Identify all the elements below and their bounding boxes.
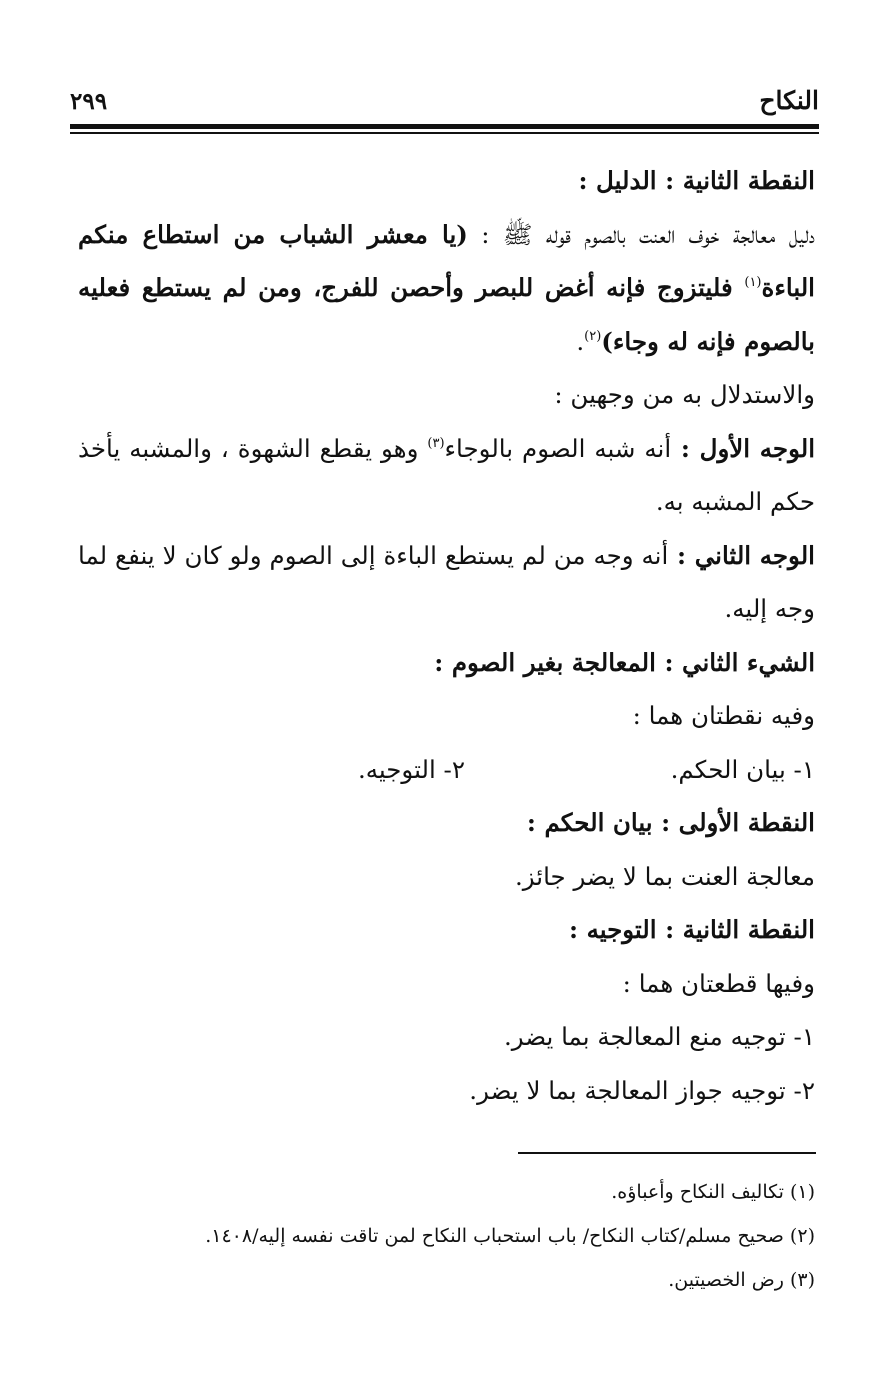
list-item: ١- توجيه منع المعالجة بما يضر. <box>503 1022 815 1051</box>
footnote-marker-2: (٢) <box>584 328 602 344</box>
aspect-2-label: الوجه الثاني : <box>668 540 815 570</box>
aspect-1-paragraph <box>78 422 815 529</box>
ruling-text: معالجة العنت بما لا يضر جائز. <box>514 861 815 891</box>
list-item: ٢- التوجيه. <box>357 754 465 784</box>
aspect-1-text-a: أنه شبه الصوم بالوجاء <box>444 433 672 463</box>
hadith-mid: فليتزوج فإنه أغض للبصر وأحصن للفرج، ومن لم يستطع فعليه بالصوم فإنه له وجاء) <box>78 273 815 356</box>
aspect-1-label: الوجه الأول : <box>671 433 815 463</box>
aspect-1-text-b: وهو يقطع الشهوة ، والمشبه يأخذ حكم المشبه به. <box>78 433 815 516</box>
aspect-2-text: أنه وجه من لم يستطع الباءة إلى الصوم ولو كان لا ينفع لما وجه إليه. <box>78 540 815 623</box>
heading-thing-2: الشيء الثاني : المعالجة بغير الصوم : <box>434 647 815 677</box>
footnote-3: (٣) رض الخصيتين. <box>668 1269 815 1291</box>
header-rule-thick <box>70 124 819 129</box>
footnote-marker-3: (٣) <box>427 435 445 451</box>
list-item: ١- بيان الحكم. <box>670 754 815 784</box>
chapter-title: النكاح <box>759 86 819 115</box>
point-list <box>78 743 815 797</box>
footnote-1: (١) تكاليف النكاح وأعباؤه. <box>611 1181 815 1203</box>
heading-proof: النقطة الثانية : الدليل : <box>578 166 815 195</box>
footnote-marker-1: (١) <box>744 275 762 290</box>
footnotes <box>78 1170 815 1302</box>
list-item: ٢- توجيه جواز المعالجة بما لا يضر. <box>469 1075 815 1105</box>
hadith-paragraph <box>78 208 815 369</box>
footnote-separator <box>518 1152 816 1154</box>
points-intro: وفيه نقطتان هما : <box>632 701 815 730</box>
heading-point-2: النقطة الثانية : التوجيه : <box>569 915 815 944</box>
aspect-2-paragraph <box>78 529 815 636</box>
page-header <box>70 86 819 126</box>
inference-line: والاستدلال به من وجهين : <box>554 380 815 409</box>
heading-point-1: النقطة الأولى : بيان الحكم : <box>526 808 815 837</box>
footnote-2: (٢) صحيح مسلم/كتاب النكاح/ باب استحباب النكاح لمن تاقت نفسه إليه/١٤٠٨. <box>205 1225 815 1247</box>
proof-intro: دليل معالجة خوف العنت بالصوم قوله ﷺ : <box>467 219 815 249</box>
page-body <box>78 154 815 1117</box>
header-rule-thin <box>70 132 819 134</box>
page-number: ٢٩٩ <box>70 88 108 115</box>
hadith-end: . <box>576 326 585 356</box>
parts-intro: وفيها قطعتان هما : <box>622 968 815 998</box>
hadith-open: (يا معشر الشباب من استطاع منكم الباءة <box>78 219 815 302</box>
